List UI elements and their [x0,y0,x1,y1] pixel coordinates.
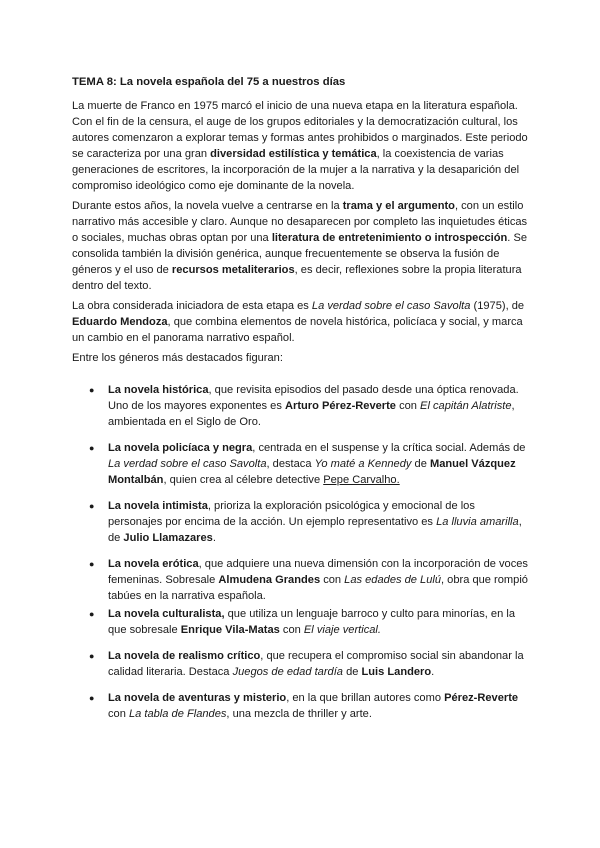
initiating-work-paragraph [72,298,532,346]
work-title: La verdad sobre el caso Savolta [108,458,267,470]
work-title: La lluvia amarilla [436,516,519,528]
text-run: con [320,574,345,586]
author-name: Enrique Vila-Matas [180,624,280,636]
emphasis-bold: recursos metaliterarios [171,264,295,276]
text-run: que utiliza un lenguaje barroco y culto para minorías, en la que sobresale [108,608,515,636]
text-run: , obra que rompió tabúes en la narrativa española. [108,574,528,602]
genre-name: La novela histórica [108,384,209,396]
text-run: , centrada en el suspense y la crítica social. Además de [252,442,526,454]
text-run: , en la que brillan autores como [286,692,445,704]
author-name: Julio Llamazares [123,532,213,544]
text-run: , que recupera el compromiso social sin abandonar la calidad literaria. Destaca [108,650,524,678]
work-title: El capitán Alatriste [420,400,512,412]
text-run: . [431,666,435,678]
author-name: Eduardo Mendoza [72,316,168,328]
work-title: La tabla de Flandes [128,708,227,720]
text-run: , quien crea al célebre detective [163,474,324,486]
text-run: con [395,400,421,412]
text-run: de [342,666,362,678]
list-item [72,440,532,488]
character-name: Pepe Carvalho. [323,474,400,486]
genres-intro-paragraph: Entre los géneros más destacados figuran: [72,352,283,364]
work-title: El viaje vertical. [303,624,381,636]
bullet-icon: ● [89,651,95,661]
text-run: (1975), de [470,300,525,312]
genre-name: La novela intimista [108,500,208,512]
emphasis-bold: literatura de entretenimiento o introspección [271,232,508,244]
author-name: Arturo Pérez-Reverte [285,400,396,412]
text-run: , de [108,516,522,544]
text-run: con [279,624,304,636]
text-run: con [108,708,129,720]
genre-name: La novela de realismo crítico [108,650,261,662]
text-run: , destaca [266,458,315,470]
text-run: . [212,532,216,544]
bullet-icon: ● [89,609,95,619]
work-title: La verdad sobre el caso Savolta [311,300,471,312]
intro-paragraph [72,98,532,194]
bullet-icon: ● [89,443,95,453]
list-item [72,648,532,680]
work-title: Juegos de edad tardía [232,666,343,678]
genre-name: La novela erótica [108,558,199,570]
text-run: , la coexistencia de varias generaciones de escritores, la incorporación de la mujer a la narrativa y la desaparición del compromiso ideológico como eje dominante de la novela. [72,148,520,192]
list-item [72,606,532,638]
text-run: Durante estos años, la novela vuelve a centrarse en la [72,200,343,212]
bullet-icon: ● [89,559,95,569]
genre-name: La novela policíaca y negra [108,442,253,454]
text-run: . Se consolida también la división genérica, aunque frecuentemente se observa la fusión de géneros y el uso de [72,232,528,276]
text-run: , prioriza la exploración psicológica y emocional de los personajes por encima de la acción. Un ejemplo representativo es [108,500,475,528]
text-run: , que revisita episodios del pasado desde una óptica renovada. Uno de los mayores exponentes es [108,384,519,412]
characteristics-paragraph [72,198,532,294]
text-run: de [411,458,430,470]
list-item [72,556,532,604]
author-name: Manuel Vázquez Montalbán [108,458,516,486]
text-run: , que combina elementos de novela histórica, policíaca y social, y marca un cambio en el panorama narrativo español. [72,316,523,344]
work-title: Las edades de Lulú [344,574,442,586]
document-title: TEMA 8: La novela española del 75 a nuestros días [72,76,346,88]
text-run: , una mezcla de thriller y arte. [226,708,372,720]
bullet-icon: ● [89,385,95,395]
bullet-icon: ● [89,501,95,511]
author-name: Almudena Grandes [218,574,321,586]
list-item [72,690,532,722]
bullet-icon: ● [89,693,95,703]
emphasis-bold: diversidad estilística y temática [210,148,377,160]
genre-name: La novela de aventuras y misterio [108,692,287,704]
list-item [72,498,532,546]
text-run: , ambientada en el Siglo de Oro. [108,400,515,428]
text-run: , es decir, reflexiones sobre la propia literatura dentro del texto. [72,264,522,292]
emphasis-bold: trama y el argumento [342,200,455,212]
author-name: Pérez-Reverte [444,692,519,704]
genre-name: La novela culturalista, [108,608,225,620]
author-name: Luis Landero [361,666,432,678]
text-run: La obra considerada iniciadora de esta etapa es [72,300,312,312]
text-run: La muerte de Franco en 1975 marcó el inicio de una nueva etapa en la literatura española. Con el fin de la censura, el auge de los grupos editoriales y la democratización cultural, los autores comenzaron a explorar temas y formas antes prohibidos o marginados. Este periodo se caracteriza por una gran [72,100,528,160]
text-run: , con un estilo narrativo más accesible y claro. Aunque no desaparecen por completo las inquietudes éticas o sociales, muchas obras optan por una [72,200,528,244]
text-run: , que adquiere una nueva dimensión con la incorporación de voces femeninas. Sobresale [108,558,528,586]
work-title: Yo maté a Kennedy [314,458,412,470]
list-item [72,382,532,430]
